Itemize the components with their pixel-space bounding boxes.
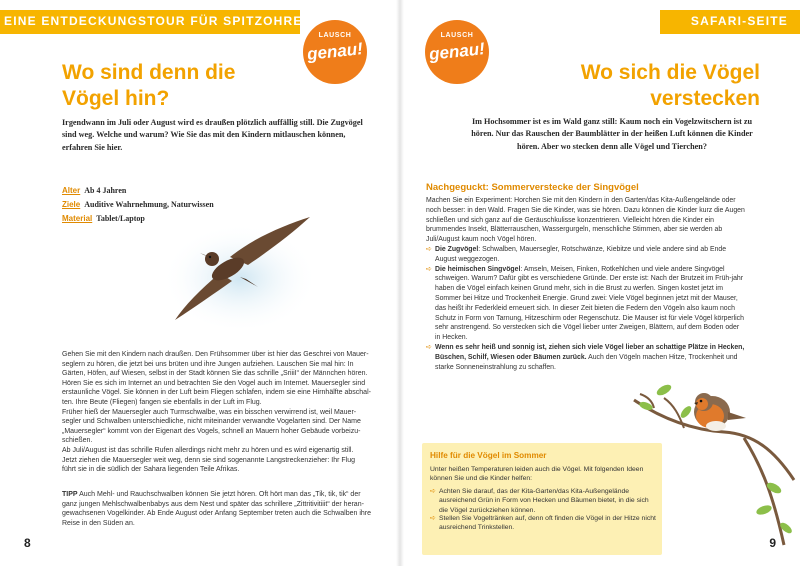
tip-box-item-text: Achten Sie darauf, das der Kita-Garten/das Kita-Außengelände ausreichend Grün in Form von Hecken und Bäumen bietet, in die sich die Vögel zurückziehen können. [439,488,649,514]
tip-box-item [430,514,658,533]
intro-paragraph: Irgendwann im Juli oder August wird es draußen plötzlich auffällig still. Die Zugvögel sind weg. Welche und warum? Wie Sie das mit den Kindern mitlauschen können, erfahren Sie hier. [62,118,363,152]
right-page [402,0,800,566]
bullet-text: : Amseln, Meisen, Finken, Rotkehlchen und viele andere Singvögel schweigen. Warum? Dafür gibt es verschiedene Gründe. Der erste ist: Nach der Brutzeit im Früh-jahr haben die Vögel einfach keinen Grund mehr, sich in die Brust zu werfen. Singen kostet jetzt im Sommer bei Hitze und Trockenheit Energie. Grund zwei: Viele Vögel beginnen jetzt mit der Mauser, das heißt ihr Federkleid erneuert sich. In dieser Zeit bieten die Federn den Vögeln also kaum noch Schutz in Form von Tarnung, Hitzeschirm oder Regenschutz. Die Mauser ist für viele Vögel körperlich sehr anstrengend. So verstecken sich die Vögel lieber unter Zweigen, Blättern, auf dem Boden oder in Hecken. [435,265,744,342]
tipp-label: TIPP [62,491,78,498]
left-body-text [62,350,372,475]
badge-line2: genau! [306,39,364,64]
meta-value: Tablet/Laptop [96,214,145,223]
body-line: schießen. [62,437,93,445]
page-number-right: 9 [769,536,776,550]
arrow-icon: ➪ [426,265,432,273]
meta-key: Ziele [62,200,81,209]
lausch-genau-badge [303,20,367,84]
arrow-icon: ➪ [430,488,436,495]
title-line-2: Vögel hin? [62,87,170,110]
meta-value: Auditive Wahrnehmung, Naturwissen [84,200,214,209]
bullet-item [426,245,746,265]
badge-line1: LAUSCH [318,32,352,39]
bullet-bold: Die Zugvögel [435,245,479,253]
lausch-genau-badge [425,20,489,84]
page-title [62,60,282,112]
body-line: Ab Juli/August ist das schrille Rufen allerdings nicht mehr zu hören und es wird eigenartig still. [62,446,354,454]
section-heading: Nachgeguckt: Sommerverstecke der Singvögel [426,182,639,193]
tip-box-intro: Unter heißen Temperaturen leiden auch die Vögel. Mit folgenden Ideen können Sie und die Kinder helfen: [430,466,644,483]
page-title [520,60,760,112]
page-number-left: 8 [24,536,31,550]
arrow-icon: ➪ [430,515,436,522]
body-line: „Mauersegler“ kommt von der Eigenart des Vogels, schnell an Mauern hoher Gebäude vorbeizu- [62,427,361,435]
body-line: seglern zu hören, die jetzt bei uns brüten und ihre Jungen aufziehen. Lauschen Sie mal hin: In [62,360,354,368]
body-line: Jetzt ziehen die Mauersegler weit weg, denn sie sind sogenannte Langstreckenzieher: Ihr Flug [62,456,356,464]
title-line-1: Wo sich die Vögel [580,61,760,84]
body-line: ten. Ihre Beute (Fliegen) fangen sie ebenfalls in der Luft im Flug. [62,398,262,406]
right-header-bar [660,10,800,34]
left-page [0,0,398,566]
body-line: führt sie in die südlich der Sahara liegenden Teile Afrikas. [62,466,240,474]
bullet-text: Auch den Vögeln machen Hitze, Trockenheit und starke Sonneneinstrahlung zu schaffen. [435,353,738,371]
title-line-2: verstecken [650,87,760,110]
tip-box-item [430,487,658,515]
bullet-bold: Die heimischen Singvögel [435,265,521,273]
body-line: erstaunliche Vögel. Sie können in der Luft beim Fliegen schlafen, indem sie eine Hirnhälfte abschal- [62,389,371,397]
left-header-text: EINE ENTDECKUNGSTOUR FÜR SPITZOHREN [4,14,313,28]
arrow-icon: ➪ [426,245,432,253]
body-line: Früher hieß der Mauersegler auch Turmschwalbe, was ein bisschen verwirrend ist, weil Mauer- [62,408,357,416]
section-body [426,196,746,372]
body-line: Gärten, Höfen, auf Wiesen, selbst in der Stadt können Sie das schrille „SriiiI“ der Männchen hören. [62,370,368,378]
right-header-text: SAFARI-SEITE [690,14,788,28]
bullet-text: : Schwalben, Mauersegler, Rotschwänze, Kiebitze und viele andere sind ab Ende August weggezogen. [435,245,727,263]
meta-key: Material [62,214,93,223]
badge-line1: LAUSCH [440,32,474,39]
body-line: Gehen Sie mit den Kindern nach draußen. Den Frühsommer über ist hier das Geschrei von Mauer- [62,351,369,358]
bullet-bold: Wenn es sehr heiß und sonnig ist, ziehen sich viele Vögel lieber an schattige Plätze in Hecken, Büschen, Schilf, Wiesen oder Bäumen zurück. [435,343,745,361]
meta-key: Alter [62,186,81,195]
arrow-icon: ➪ [426,343,432,351]
tip-box-item-text: Stellen Sie Vogeltränken auf, denn oft finden die Vögel in der Hitze nicht ausreichend Trinkstellen. [439,515,656,532]
tipp-block [62,490,372,528]
meta-value: Ab 4 Jahren [84,186,127,195]
badge-line2: genau! [428,39,486,64]
bullet-item [426,265,746,343]
body-line: segler und Schwalben unterschiedliche, nicht miteinander verwandte Vogelarten sind. Der Name [62,418,361,426]
intro-paragraph: Im Hochsommer ist es im Wald ganz still: Kaum noch ein Vogelzwitschern ist zu hören. Nur das Rauschen der Baumblätter in der heißen Luft können die Kinder hören. Aber wo stecken denn alle Vögel und Tierchen? [471,117,753,151]
section-paragraph: Machen Sie ein Experiment: Horchen Sie mit den Kindern in den Garten/das Kita-Außengelände oder noch besser: in den Wald. Fragen Sie die Kinder, was sie hören. Dazu können die Kinder kurz die Augen schließen und sich ganz auf die Geräuschkulisse konzentrieren. Vielleicht hören die Kinder ein brummendes Insekt, Blätterrauschen, Wassergurgeln, menschliche Stimmen, aber sie werden ab Juli/August kaum noch Vögel hören. [426,197,745,244]
tip-box [422,443,662,555]
title-line-1: Wo sind denn die [62,61,236,84]
tip-box-heading: Hilfe für die Vögel im Sommer [430,451,547,460]
body-line: Hören Sie es sich im Internet an und betrachten Sie den Vogel auch im Internet. Mauersegler sind [62,379,366,387]
tipp-text: Auch Mehl- und Rauchschwalben können Sie jetzt hören. Oft hört man das „Tik, tik, tik“ der ganz jungen Mehlschwalbenbabys aus dem Nest und später das schrillere „Zittritivitiiit“ der heran-gewachsenen Vogelkinder. Ab Ende August oder Anfang September treten auch die Schwalben ihre Reise in den Süden an. [62,491,371,527]
swift-illustration [160,195,320,335]
left-header-bar [0,10,313,34]
